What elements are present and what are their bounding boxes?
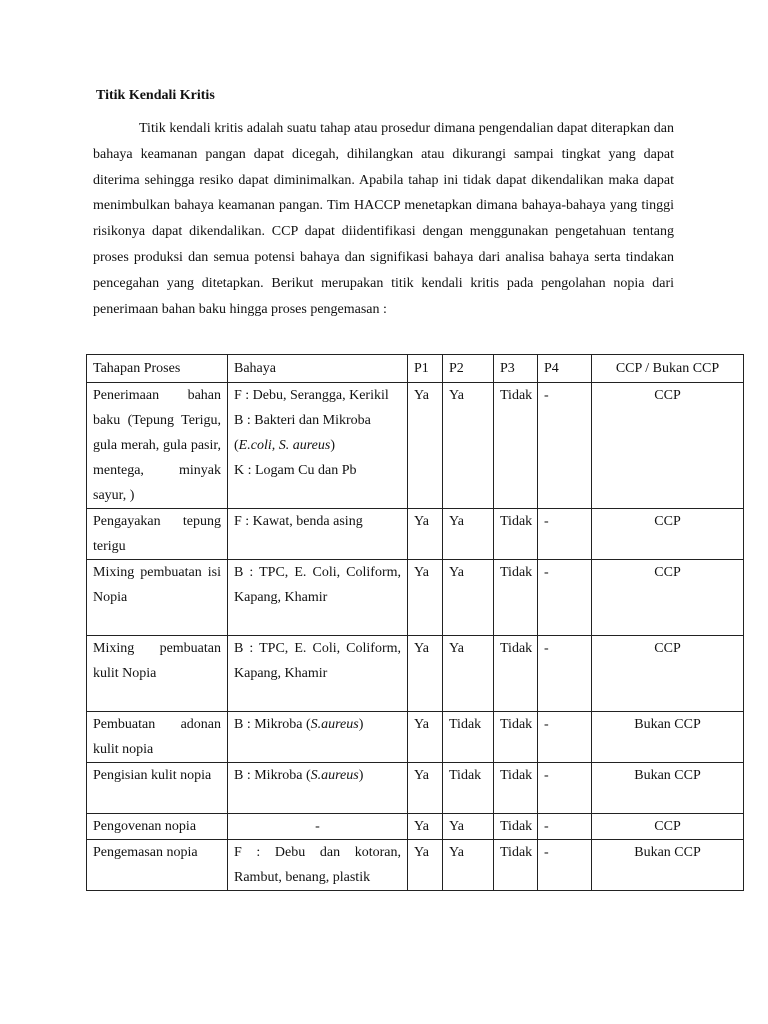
bahaya-text: ( (234, 438, 239, 453)
cell-p2: Ya (443, 636, 494, 712)
ccp-table (86, 354, 744, 891)
cell-bahaya: - (228, 814, 408, 840)
bahaya-text: ) (358, 768, 364, 783)
cell-p2: Ya (443, 509, 494, 560)
header-bahaya: Bahaya (228, 355, 408, 383)
cell-ccp: CCP (592, 509, 744, 560)
header-tahapan: Tahapan Proses (87, 355, 228, 383)
cell-p2: Ya (443, 383, 494, 509)
cell-tahapan: Mixing pembuatan isi Nopia (87, 560, 228, 636)
cell-bahaya: F : Debu dan kotoran, Rambut, benang, plastik (228, 840, 408, 891)
bahaya-text: B : Mikroba ( (234, 768, 311, 783)
cell-p3: Tidak (494, 814, 538, 840)
cell-p4: - (538, 712, 592, 763)
cell-p1: Ya (408, 509, 443, 560)
cell-ccp: CCP (592, 636, 744, 712)
cell-p1: Ya (408, 814, 443, 840)
cell-tahapan: Pengovenan nopia (87, 814, 228, 840)
cell-p2: Tidak (443, 712, 494, 763)
cell-tahapan: Penerimaan bahan baku (Tepung Terigu, gula merah, gula pasir, mentega, minyak sayur, ) (87, 383, 228, 509)
cell-ccp: Bukan CCP (592, 763, 744, 814)
cell-tahapan: Pengisian kulit nopia (87, 763, 228, 814)
cell-p3: Tidak (494, 636, 538, 712)
cell-p3: Tidak (494, 383, 538, 509)
cell-ccp: CCP (592, 560, 744, 636)
cell-p1: Ya (408, 763, 443, 814)
cell-p1: Ya (408, 560, 443, 636)
cell-ccp: Bukan CCP (592, 840, 744, 891)
cell-p4: - (538, 763, 592, 814)
cell-p4: - (538, 383, 592, 509)
cell-p3: Tidak (494, 509, 538, 560)
cell-p4: - (538, 840, 592, 891)
cell-p3: Tidak (494, 840, 538, 891)
header-p3: P3 (494, 355, 538, 383)
bahaya-line: F : Debu, Serangga, Kerikil (234, 388, 389, 403)
bahaya-text: B : Mikroba ( (234, 717, 311, 732)
table-row (87, 560, 744, 636)
cell-p2: Ya (443, 560, 494, 636)
bahaya-line (234, 433, 401, 458)
bahaya-line: K : Logam Cu dan Pb (234, 463, 357, 478)
table-row (87, 509, 744, 560)
cell-bahaya (228, 712, 408, 763)
table-row (87, 763, 744, 814)
cell-p4: - (538, 509, 592, 560)
bahaya-species: E.coli, S. aureus (238, 438, 331, 453)
cell-tahapan: Pengayakan tepung terigu (87, 509, 228, 560)
bahaya-species: S.aureus (310, 717, 359, 732)
cell-p2: Tidak (443, 763, 494, 814)
section-heading: Titik Kendali Kritis (96, 88, 215, 103)
cell-bahaya: B : TPC, E. Coli, Coliform, Kapang, Khamir (228, 560, 408, 636)
cell-tahapan: Mixing pembuatan kulit Nopia (87, 636, 228, 712)
cell-p1: Ya (408, 636, 443, 712)
cell-p1: Ya (408, 840, 443, 891)
cell-ccp: CCP (592, 814, 744, 840)
table-row (87, 636, 744, 712)
table-row (87, 383, 744, 509)
cell-ccp: Bukan CCP (592, 712, 744, 763)
cell-ccp: CCP (592, 383, 744, 509)
header-p2: P2 (443, 355, 494, 383)
cell-bahaya (228, 383, 408, 509)
bahaya-text: ) (358, 717, 364, 732)
cell-bahaya (228, 763, 408, 814)
bahaya-line: B : Bakteri dan Mikroba (234, 413, 371, 428)
cell-p3: Tidak (494, 763, 538, 814)
header-ccp: CCP / Bukan CCP (592, 355, 744, 383)
table-header-row (87, 355, 744, 383)
intro-paragraph: Titik kendali kritis adalah suatu tahap atau prosedur dimana pengendalian dapat diterapkan dan bahaya keamanan pangan dapat dicegah, dihilangkan atau dikurangi sampai tingkat yang dapat diterima sehingga resiko dapat diminimalkan. Apabila tahap ini tidak dapat dikendalikan maka dapat menimbulkan bahaya keamanan pangan. Tim HACCP menetapkan dimana bahaya-bahaya yang tinggi risikonya dapat dikendalikan. CCP dapat diidentifikasi dengan menggunakan pengetahuan tentang proses produksi dan semua potensi bahaya dan signifikasi bahaya dari analisa bahaya serta tindakan pencegahan yang ditetapkan. Berikut merupakan titik kendali kritis pada pengolahan nopia dari penerimaan bahan baku hingga proses pengemasan : (93, 121, 674, 317)
cell-tahapan: Pembuatan adonan kulit nopia (87, 712, 228, 763)
cell-p3: Tidak (494, 560, 538, 636)
cell-p1: Ya (408, 712, 443, 763)
table-row (87, 814, 744, 840)
cell-bahaya: F : Kawat, benda asing (228, 509, 408, 560)
cell-p3: Tidak (494, 712, 538, 763)
cell-bahaya: B : TPC, E. Coli, Coliform, Kapang, Khamir (228, 636, 408, 712)
cell-p4: - (538, 636, 592, 712)
cell-p1: Ya (408, 383, 443, 509)
cell-p2: Ya (443, 814, 494, 840)
header-p1: P1 (408, 355, 443, 383)
cell-p2: Ya (443, 840, 494, 891)
table-row (87, 840, 744, 891)
cell-p4: - (538, 814, 592, 840)
cell-tahapan: Pengemasan nopia (87, 840, 228, 891)
cell-p4: - (538, 560, 592, 636)
table-row (87, 712, 744, 763)
bahaya-species: S.aureus (310, 768, 359, 783)
bahaya-text: ) (330, 438, 335, 453)
header-p4: P4 (538, 355, 592, 383)
